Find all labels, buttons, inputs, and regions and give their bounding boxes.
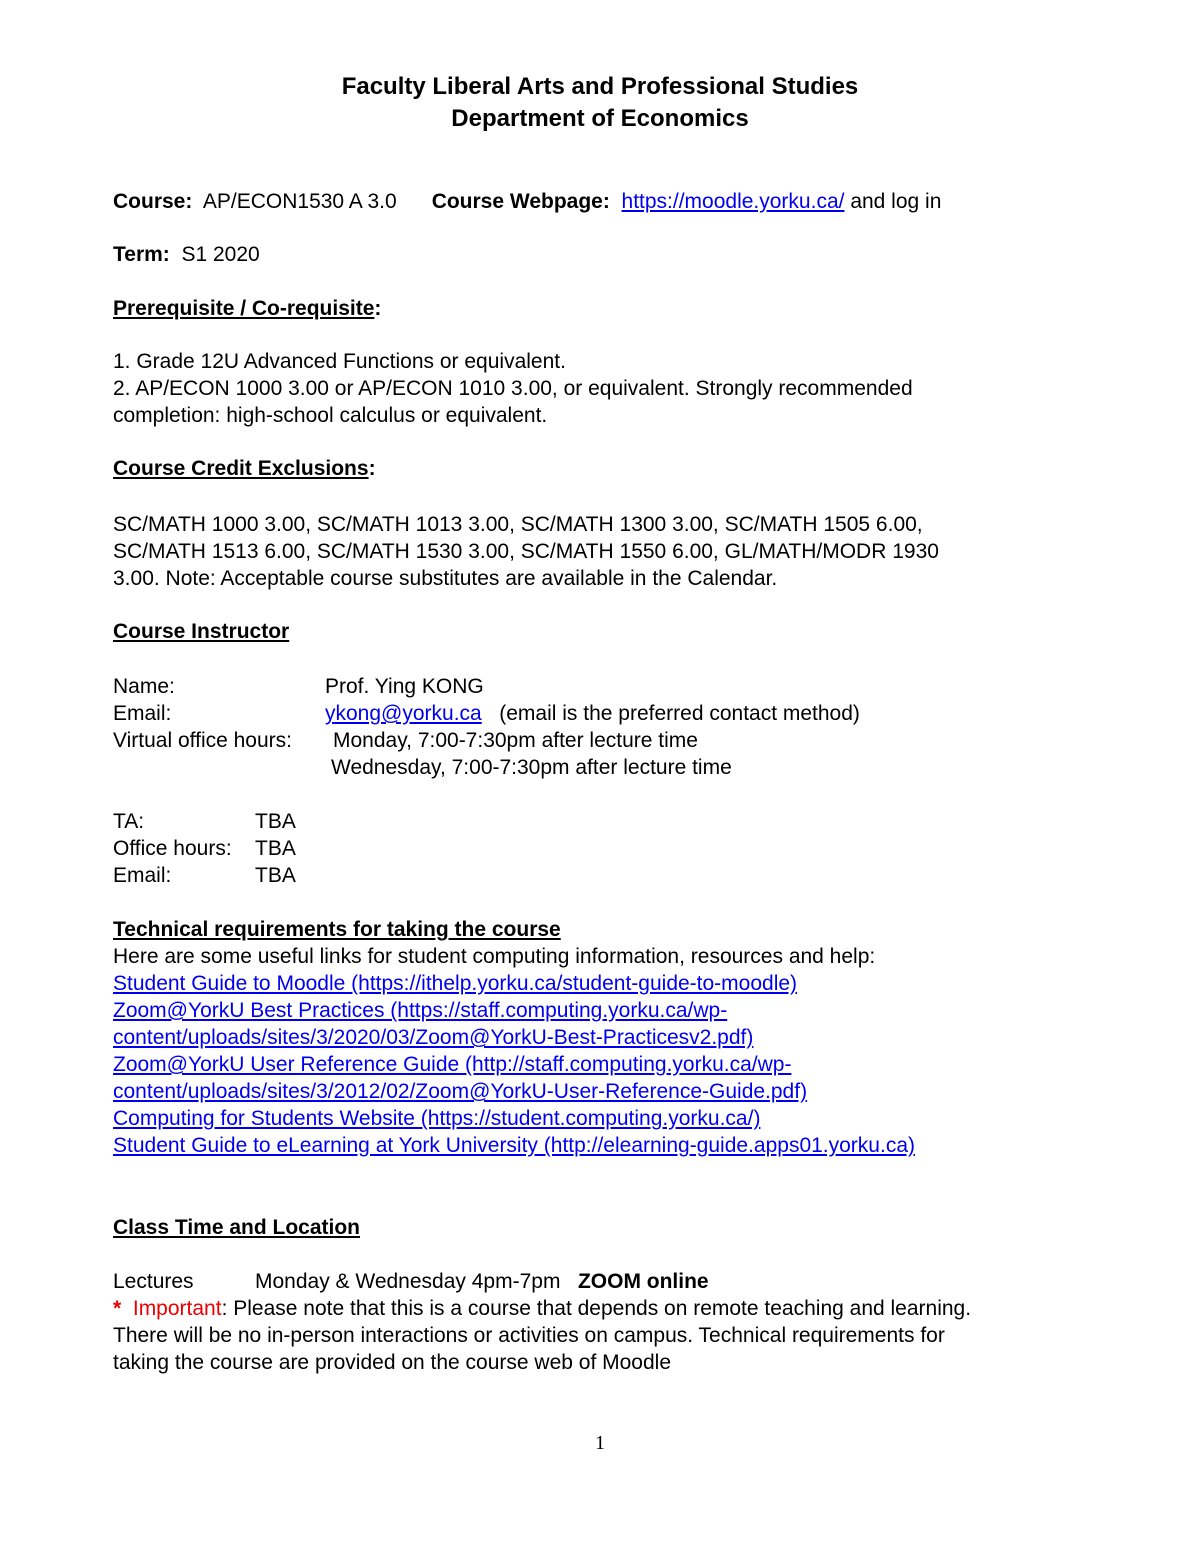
office-hours-label: Virtual office hours: [113, 729, 292, 752]
course-label: Course: [113, 190, 193, 213]
computing-website-link[interactable]: Computing for Students Website (https://student.computing.yorku.ca/) [113, 1107, 761, 1130]
prerequisite-line: 2. AP/ECON 1000 3.00 or AP/ECON 1010 3.00, or equivalent. Strongly recommended [113, 377, 913, 400]
important-note-line [113, 1295, 971, 1322]
department-title: Department of Economics [451, 105, 749, 132]
important-note-line: There will be no in-person interactions or activities on campus. Technical requirements for [113, 1324, 945, 1347]
zoom-user-guide-link[interactable]: content/uploads/sites/3/2012/02/Zoom@YorkU-User-Reference-Guide.pdf) [113, 1080, 808, 1103]
class-heading: Class Time and Location [113, 1216, 361, 1239]
term-label: Term: [113, 243, 170, 266]
lectures-mode: ZOOM online [577, 1270, 709, 1293]
exclusions-line: SC/MATH 1000 3.00, SC/MATH 1013 3.00, SC/MATH 1300 3.00, SC/MATH 1505 6.00, [113, 513, 923, 536]
zoom-best-practices-link[interactable]: Zoom@YorkU Best Practices (https://staff.computing.yorku.ca/wp- [113, 999, 728, 1022]
technical-heading: Technical requirements for taking the course [113, 918, 561, 941]
faculty-title: Faculty Liberal Arts and Professional Studies [341, 73, 859, 100]
lectures-time: Monday & Wednesday 4pm-7pm [255, 1270, 561, 1293]
prerequisite-heading: Prerequisite / Co-requisite: [113, 297, 382, 320]
course-webpage-link[interactable]: https://moodle.yorku.ca/ [621, 190, 845, 213]
lectures-schedule [255, 1268, 709, 1295]
term-value: S1 2020 [181, 243, 260, 266]
moodle-guide-link[interactable]: Student Guide to Moodle (https://ithelp.yorku.ca/student-guide-to-moodle) [113, 972, 798, 995]
prerequisite-line: 1. Grade 12U Advanced Functions or equivalent. [113, 350, 566, 373]
instructor-heading: Course Instructor [113, 620, 290, 643]
important-note-line: taking the course are provided on the course web of Moodle [113, 1351, 672, 1374]
ta-hours-label: Office hours: [113, 837, 232, 860]
course-code: AP/ECON1530 A 3.0 [202, 190, 397, 213]
prerequisite-line: completion: high-school calculus or equivalent. [113, 404, 548, 427]
important-text: : Please note that this is a course that depends on remote teaching and learning. [221, 1297, 972, 1320]
exclusions-heading: Course Credit Exclusions: [113, 457, 376, 480]
course-line [113, 188, 941, 215]
zoom-best-practices-link[interactable]: content/uploads/sites/3/2020/03/Zoom@YorkU-Best-Practicesv2.pdf) [113, 1026, 754, 1049]
instructor-email-label: Email: [113, 702, 172, 725]
zoom-user-guide-link[interactable]: Zoom@YorkU User Reference Guide (http://staff.computing.yorku.ca/wp- [113, 1053, 792, 1076]
instructor-name: Prof. Ying KONG [325, 675, 484, 698]
lectures-label: Lectures [113, 1270, 194, 1293]
exclusions-line: 3.00. Note: Acceptable course substitutes are available in the Calendar. [113, 567, 778, 590]
page-number: 1 [595, 1432, 605, 1454]
technical-intro: Here are some useful links for student computing information, resources and help: [113, 945, 876, 968]
office-hours-wednesday: Wednesday, 7:00-7:30pm after lecture time [331, 756, 732, 779]
instructor-email-link[interactable]: ykong@yorku.ca [325, 702, 482, 725]
important-star: * [113, 1297, 122, 1320]
ta-hours-value: TBA [255, 837, 296, 860]
exclusions-line: SC/MATH 1513 6.00, SC/MATH 1530 3.00, SC/MATH 1550 6.00, GL/MATH/MODR 1930 [113, 540, 939, 563]
important-label: Important [132, 1297, 222, 1320]
course-webpage-suffix: and log in [850, 190, 942, 213]
term-line [113, 241, 260, 268]
ta-email-label: Email: [113, 864, 172, 887]
instructor-name-label: Name: [113, 675, 175, 698]
ta-label: TA: [113, 810, 145, 833]
office-hours-monday: Monday, 7:00-7:30pm after lecture time [333, 729, 698, 752]
ta-email-value: TBA [255, 864, 296, 887]
course-webpage-label: Course Webpage: [431, 190, 610, 213]
ta-value: TBA [255, 810, 296, 833]
elearning-guide-link[interactable]: Student Guide to eLearning at York University (http://elearning-guide.apps01.yorku.ca) [113, 1134, 915, 1157]
instructor-email-line [325, 700, 860, 727]
instructor-email-note: (email is the preferred contact method) [499, 702, 860, 725]
